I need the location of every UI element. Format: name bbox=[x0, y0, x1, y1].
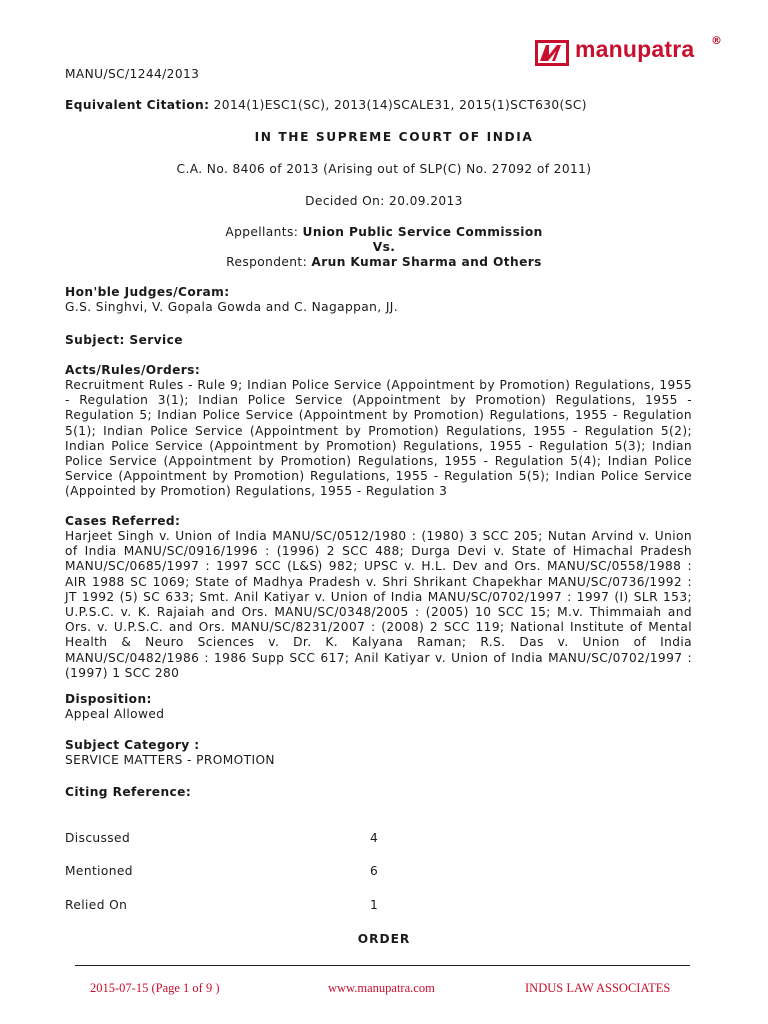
subject: Subject: Service bbox=[65, 333, 183, 347]
judges-text: G.S. Singhvi, V. Gopala Gowda and C. Nagappan, JJ. bbox=[65, 300, 399, 314]
citing-row-count: 6 bbox=[370, 864, 379, 878]
disposition-heading: Disposition: bbox=[65, 692, 152, 706]
respondent-name: Arun Kumar Sharma and Others bbox=[311, 255, 542, 269]
manupatra-logo-mark-icon bbox=[535, 40, 569, 66]
citing-row-label: Mentioned bbox=[65, 864, 133, 878]
equivalent-citation-value: 2014(1)ESC1(SC), 2013(14)SCALE31, 2015(1)SCT630(SC) bbox=[213, 98, 587, 112]
acts-text: Recruitment Rules - Rule 9; Indian Police Service (Appointment by Promotion) Regulations, 1955 - Regulation 3(1); Indian Police Service (Appointment by Promotion) Regulations, 1955 - Regulation 5; Indian Police Service (Appointment by Promotion) Regulations, 1955 - Regulation 5(1); Indian Police Service (Appointment by Promotion) Regulations, 1955 - Regulation 5(2); Indian Police Service (Appointment by Promotion) Regulations, 1955 - Regulation 5(3); Indian Police Service (Appointment by Promotion) Regulations, 1955 - Regulation 5(4); Indian Police Service (Appointment by Promotion) Regulations, 1955 - Regulation 5(5); Indian Police Service (Appointed by Promotion) Regulations, 1955 - Regulation 3 bbox=[65, 378, 692, 499]
logo-text: manupatra bbox=[575, 36, 695, 62]
appellants bbox=[0, 225, 768, 239]
appellants-name: Union Public Service Commission bbox=[302, 225, 543, 239]
subject-category-heading: Subject Category : bbox=[65, 738, 200, 752]
footer-date-page: 2015-07-15 (Page 1 of 9 ) bbox=[90, 981, 220, 995]
respondent bbox=[0, 255, 768, 269]
court-name: IN THE SUPREME COURT OF INDIA bbox=[254, 130, 534, 144]
citing-row-count: 1 bbox=[370, 898, 379, 912]
versus: Vs. bbox=[372, 240, 396, 254]
judges-heading: Hon'ble Judges/Coram: bbox=[65, 285, 230, 299]
cases-text: Harjeet Singh v. Union of India MANU/SC/0512/1980 : (1980) 3 SCC 205; Nutan Arvind v. Union of India MANU/SC/0916/1996 : (1996) 2 SCC 488; Durga Devi v. State of Himachal Pradesh MANU/SC/0685/1997 : 1997 SCC (L&S) 982; UPSC v. H.L. Dev and Ors. MANU/SC/0558/1988 : AIR 1988 SC 1069; State of Madhya Pradesh v. Shri Shrikant Chapekhar MANU/SC/0736/1992 : JT 1992 (5) SC 633; Smt. Anil Katiyar v. Union of India MANU/SC/0702/1997 : 1997 (I) SLR 153; U.P.S.C. v. K. Rajaiah and Ors. MANU/SC/0348/2005 : (2005) 10 SCC 15; M.v. Thimmaiah and Ors. v. U.P.S.C. and Ors. MANU/SC/8231/2007 : (2008) 2 SCC 119; National Institute of Mental Health & Neuro Sciences v. Dr. K. Kalyana Raman; R.S. Das v. Union of India MANU/SC/0482/1986 : 1986 Supp SCC 617; Anil Katiyar v. Union of India MANU/SC/0702/1997 : (1997) 1 SCC 280 bbox=[65, 529, 692, 680]
manu-citation-id: MANU/SC/1244/2013 bbox=[65, 67, 200, 81]
cases-heading: Cases Referred: bbox=[65, 514, 181, 528]
case-number: C.A. No. 8406 of 2013 (Arising out of SLP(C) No. 27092 of 2011) bbox=[176, 162, 592, 176]
manupatra-logo bbox=[535, 36, 735, 70]
order-heading: ORDER bbox=[357, 932, 411, 946]
respondent-label: Respondent: bbox=[226, 255, 308, 269]
subject-category-text: SERVICE MATTERS - PROMOTION bbox=[65, 753, 275, 767]
acts-heading: Acts/Rules/Orders: bbox=[65, 363, 201, 377]
citing-row-label: Discussed bbox=[65, 831, 131, 845]
citing-reference-heading: Citing Reference: bbox=[65, 785, 192, 799]
footer-divider bbox=[75, 965, 690, 966]
citing-row bbox=[65, 831, 465, 847]
citing-row-count: 4 bbox=[370, 831, 379, 845]
citing-row bbox=[65, 864, 465, 880]
equivalent-citation-label: Equivalent Citation: bbox=[65, 98, 210, 112]
equivalent-citation bbox=[65, 98, 587, 112]
footer-firm: INDUS LAW ASSOCIATES bbox=[525, 981, 671, 995]
footer-url: www.manupatra.com bbox=[328, 981, 435, 995]
citing-row bbox=[65, 898, 465, 914]
appellants-label: Appellants: bbox=[225, 225, 299, 239]
disposition-text: Appeal Allowed bbox=[65, 707, 165, 721]
citing-row-label: Relied On bbox=[65, 898, 128, 912]
registered-mark: ® bbox=[711, 34, 722, 47]
decided-on: Decided On: 20.09.2013 bbox=[305, 194, 463, 208]
